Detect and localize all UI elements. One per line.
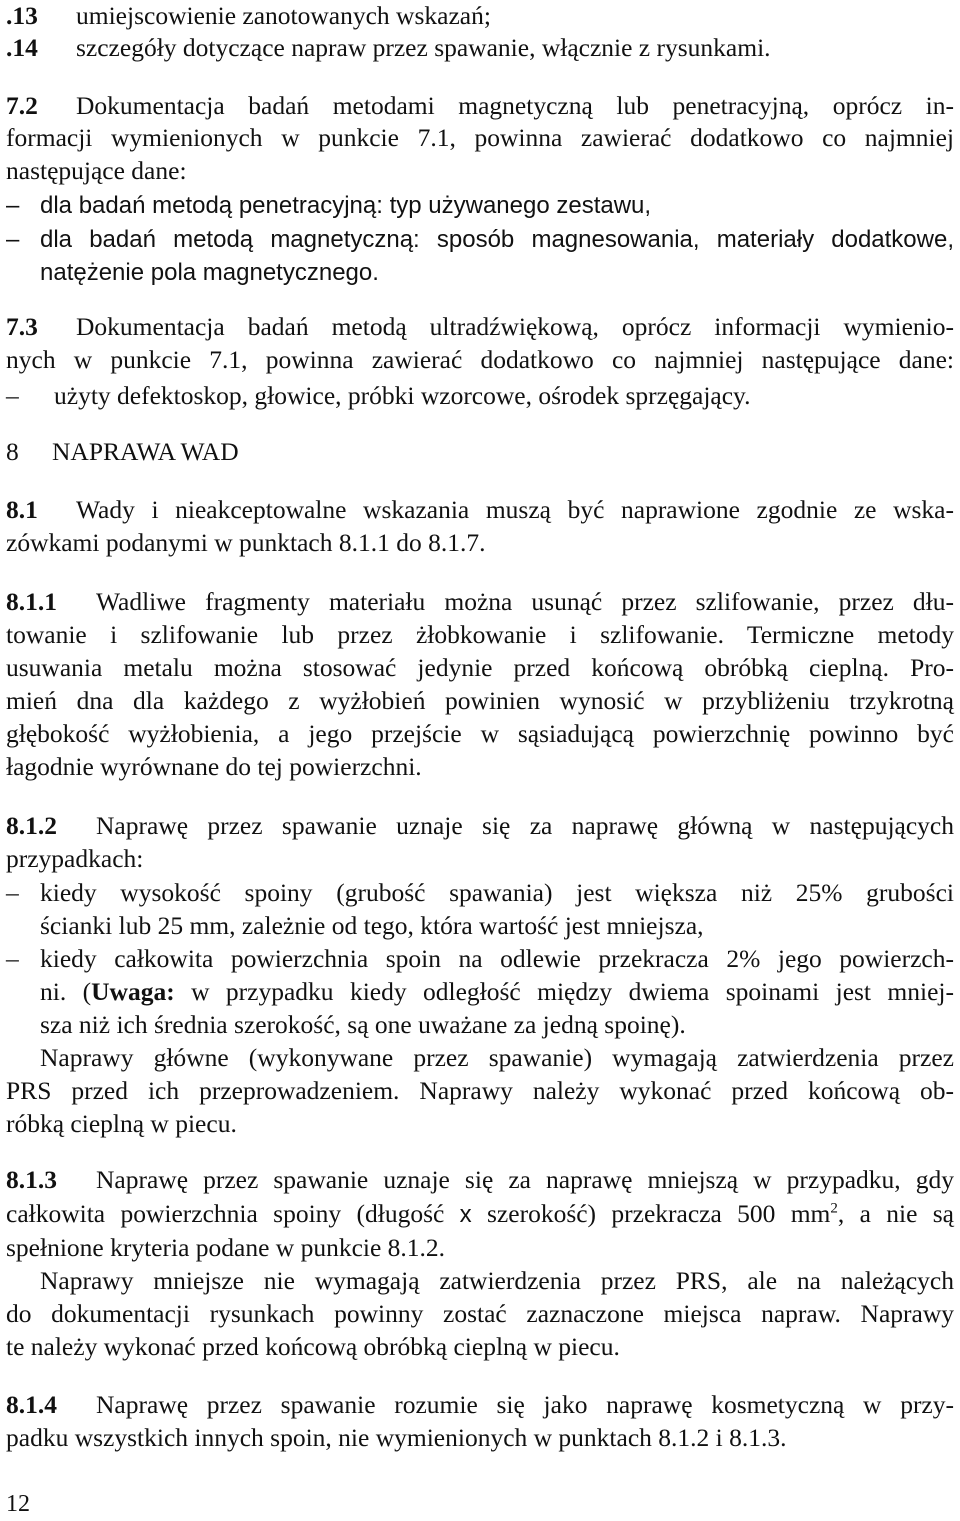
section-8-1-1-line-3 [6, 652, 954, 685]
text-line: głębokość wyżłobienia, a jego przejście w sąsiadującą powierzchnię powinno być [6, 719, 954, 748]
section-8-1-1-line-6 [6, 751, 954, 784]
text-span: , a nie są [837, 1199, 954, 1228]
section-8-1-2-para-line-3 [6, 1108, 954, 1141]
section-8-1-line-2 [6, 527, 954, 560]
text-line: PRS przed ich przeprowadzeniem. Naprawy należy wykonać przed końcową ob- [6, 1076, 954, 1105]
section-8-1-1-line-4 [6, 685, 954, 718]
text-line: Dokumentacja badań metodami magnetyczną lub penetracyjną, oprócz in- [76, 91, 954, 120]
section-number: 7.2 [6, 91, 38, 120]
section-7-2-line-1 [6, 90, 954, 123]
section-8-1-2-para-line-1 [6, 1042, 954, 1075]
text-line: usuwania metalu można stosować jedynie przed końcową obróbką cieplną. Pro- [6, 653, 954, 682]
section-number: 8.1.4 [6, 1390, 57, 1419]
section-8-1-2-para-line-2 [6, 1075, 954, 1108]
chapter-title: NAPRAWA WAD [52, 437, 239, 466]
dash-bullet: – [6, 192, 20, 219]
section-8-1-4-line-1 [6, 1389, 954, 1422]
section-8-1-1-line-2 [6, 619, 954, 652]
text-line: zówkami podanymi w punktach 8.1.1 do 8.1.7. [6, 528, 486, 557]
text-line: spełnione kryteria podane w punkcie 8.1.2. [6, 1233, 446, 1262]
note-label: Uwaga: [91, 977, 175, 1006]
section-number: 8.1.3 [6, 1165, 57, 1194]
text-line: Wadliwe fragmenty materiału można usunąć przez szlifowanie, przez dłu- [96, 587, 954, 616]
item-text: kiedy całkowita powierzchnia spoin na odlewie przekracza 2% jego powierzch- [40, 944, 954, 973]
item-text: natężenie pola magnetycznego. [40, 259, 379, 286]
text-line: Naprawy główne (wykonywane przez spawanie) wymagają zatwierdzenia przez [40, 1043, 954, 1072]
text-line: Naprawę przez spawanie uznaje się za naprawę mniejszą w przypadku, gdy [96, 1165, 954, 1194]
item-text: sza niż ich średnia szerokość, są one uważane za jedną spoinę). [40, 1010, 686, 1039]
text-span: w przypadku kiedy odległość między dwiema spoinami jest mniej- [174, 977, 954, 1006]
text-line: Dokumentacja badań metodą ultradźwiękową, oprócz informacji wymienio- [76, 312, 954, 341]
section-8-1-3-para-line-3 [6, 1331, 954, 1364]
text-line: nych w punkcie 7.1, powinna zawierać dodatkowo co najmniej następujące dane: [6, 345, 954, 374]
item-number: .14 [6, 33, 38, 62]
section-8-1-3-line-1 [6, 1164, 954, 1197]
section-8-1-3-para-line-2 [6, 1298, 954, 1331]
text-line: formacji wymienionych w punkcie 7.1, powinna zawierać dodatkowo co najmniej [6, 123, 954, 152]
text-line: łagodnie wyrównane do tej powierzchni. [6, 752, 422, 781]
section-number: 8.1.2 [6, 811, 57, 840]
section-8-1-4-line-2 [6, 1422, 954, 1455]
multiplication-sign: x [459, 1201, 472, 1228]
text-line: do dokumentacji rysunkach powinny zostać zaznaczone miejsca napraw. Naprawy [6, 1299, 954, 1328]
section-number: 8.1.1 [6, 587, 57, 616]
dash-bullet: – [6, 878, 19, 907]
text-line: towanie i szlifowanie lub przez żłobkowanie i szlifowanie. Termiczne metody [6, 620, 954, 649]
text-span: całkowita powierzchnia spoiny (długość [6, 1199, 460, 1228]
dash-bullet: – [6, 944, 19, 973]
item-text: umiejscowienie zanotowanych wskazań; [76, 1, 491, 30]
section-8-1-2-line-2 [6, 843, 954, 876]
superscript: 2 [830, 1200, 838, 1217]
dash-bullet: – [6, 381, 19, 410]
text-span: ni. ( [40, 977, 92, 1006]
text-line: róbką cieplną w piecu. [6, 1109, 237, 1138]
text-span: szerokość) przekracza 500 mm [471, 1199, 831, 1228]
text-line: mień dna dla każdego z wyżłobień powinien wynosić w przybliżeniu trzykrotną [6, 686, 954, 715]
section-7-3-line-2 [6, 344, 954, 377]
page-number: 12 [6, 1491, 30, 1517]
item-text: ścianki lub 25 mm, zależnie od tego, która wartość jest mniejsza, [40, 911, 704, 940]
list-item-13 [6, 0, 954, 33]
section-7-2-line-2 [6, 122, 954, 155]
item-text: użyty defektoskop, głowice, próbki wzorcowe, ośrodek sprzęgający. [54, 381, 751, 410]
text-line: Naprawę przez spawanie rozumie się jako naprawę kosmetyczną w przy- [96, 1390, 954, 1419]
section-8-1-3-line-3 [6, 1232, 954, 1265]
item-text: dla badań metodą magnetyczną: sposób magnesowania, materiały dodatkowe, [40, 226, 954, 253]
section-8-1-line-1 [6, 494, 954, 527]
text-line: Naprawę przez spawanie uznaje się za naprawę główną w następujących [96, 811, 954, 840]
list-item-14 [6, 32, 954, 65]
section-8-1-2-line-1 [6, 810, 954, 843]
item-text: dla badań metodą penetracyjną: typ używanego zestawu, [40, 192, 652, 219]
section-8-1-3-para-line-1 [6, 1265, 954, 1298]
text-line: przypadkach: [6, 844, 144, 873]
text-line: następujące dane: [6, 156, 187, 185]
section-7-3-line-1 [6, 311, 954, 344]
item-text [40, 976, 954, 1009]
section-8-1-1-line-1 [6, 586, 954, 619]
dash-bullet: – [6, 226, 20, 253]
item-text: szczegóły dotyczące napraw przez spawanie, włącznie z rysunkami. [76, 33, 771, 62]
section-8-1-1-line-5 [6, 718, 954, 751]
chapter-heading [6, 436, 239, 469]
chapter-number: 8 [6, 437, 19, 466]
section-8-1-3-line-2 [6, 1198, 954, 1232]
section-number: 8.1 [6, 495, 38, 524]
section-number: 7.3 [6, 312, 38, 341]
item-number: .13 [6, 1, 38, 30]
text-line: te należy wykonać przed końcową obróbką cieplną w piecu. [6, 1332, 620, 1361]
section-7-2-line-3 [6, 155, 954, 188]
text-line: Wady i nieakceptowalne wskazania muszą być naprawione zgodnie ze wska- [76, 495, 954, 524]
text-line: Naprawy mniejsze nie wymagają zatwierdzenia przez PRS, ale na należących [40, 1266, 954, 1295]
item-text: kiedy wysokość spoiny (grubość spawania) jest większa niż 25% grubości [40, 878, 954, 907]
text-line: padku wszystkich innych spoin, nie wymienionych w punktach 8.1.2 i 8.1.3. [6, 1423, 787, 1452]
